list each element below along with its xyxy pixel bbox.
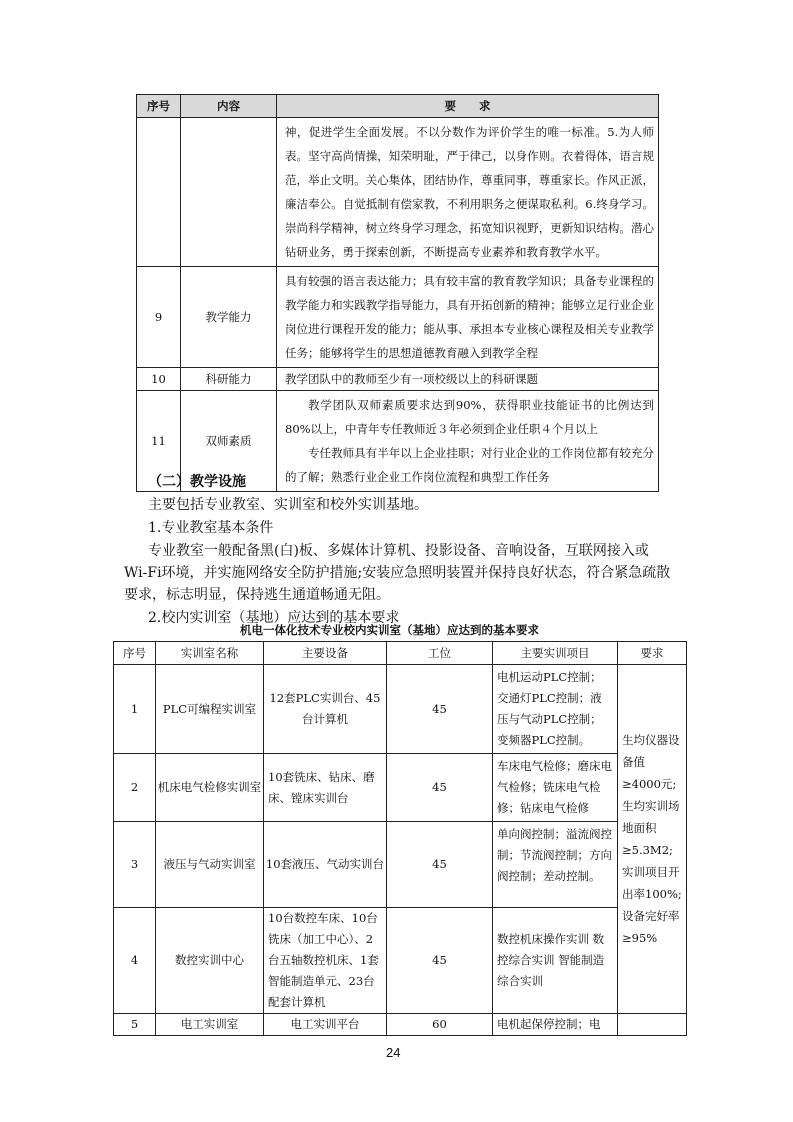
table-row — [137, 368, 659, 391]
header-no: 序号 — [114, 642, 156, 665]
requirement-cell: 生均仪器设备值≥4000元;生均实训场地面积≥5.3M2; 实训项目开出率100%;设备完好率≥95% — [618, 665, 687, 1014]
row-no: 11 — [137, 391, 181, 492]
row-equipment: 10台数控车床、10台铣床（加工中心）、2台五轴数控机床、1套智能制造单元、23台配套计算机 — [264, 908, 387, 1014]
row-content: 双师素质 — [181, 391, 277, 492]
item2-title: 2.校内实训室（基地）应达到的基本要求 — [148, 610, 400, 626]
header-no: 序号 — [137, 95, 181, 118]
table-row — [114, 822, 687, 908]
table-caption: 机电一体化技术专业校内实训室（基地）应达到的基本要求 — [240, 623, 539, 637]
row-stations: 60 — [387, 1014, 493, 1036]
row-room-name: PLC可编程实训室 — [156, 665, 264, 754]
row-projects: 数控机床操作实训 数控综合实训 智能制造综合实训 — [493, 908, 618, 1014]
table-header-row — [114, 642, 687, 665]
row-equipment: 10套铣床、钻床、磨床、镗床实训台 — [264, 754, 387, 822]
row-stations: 45 — [387, 754, 493, 822]
row-no: 5 — [114, 1014, 156, 1036]
row-requirement: 具有较强的语言表达能力；具有较丰富的教育教学知识；具备专业课程的教学能力和实践教学指导能力，具有开拓创新的精神；能够立足行业企业岗位进行课程开发的能力；能从事、承担本专业核心课程及相关专业教学任务；能够将学生的思想道德教育融入到教学全程 — [277, 267, 659, 368]
row-equipment: 12套PLC实训台、45台计算机 — [264, 665, 387, 754]
item1-text: 专业教室一般配备黑(白)板、多媒体计算机、投影设备、音响设备，互联网接入或Wi-Fi环境，并实施网络安全防护措施;安装应急照明装置并保持良好状态，符合紧急疏散要求，标志明显，保持逃生通道畅通无阻。 — [124, 543, 671, 603]
table-row — [137, 267, 659, 368]
header-stations: 工位 — [387, 642, 493, 665]
table-row — [114, 908, 687, 1014]
table-row — [114, 754, 687, 822]
header-equipment: 主要设备 — [264, 642, 387, 665]
row-content: 教学能力 — [181, 267, 277, 368]
row-no: 10 — [137, 368, 181, 391]
row-requirement: 教学团队双师素质要求达到90%，获得职业技能证书的比例达到80%以上，中青年专任教师近３年必须到企业任职４个月以上 专任教师具有半年以上企业挂职；对行业企业的工作岗位都有较充分的了解；熟悉行业企业工作岗位流程和典型工作任务 — [277, 391, 659, 492]
row-no: 4 — [114, 908, 156, 1014]
page-number: 24 — [386, 1045, 401, 1060]
requirement-cell-empty — [618, 1014, 687, 1036]
table-row — [114, 1014, 687, 1036]
row-projects: 电机起保停控制；电 — [493, 1014, 618, 1036]
row-room-name: 电工实训室 — [156, 1014, 264, 1036]
row-stations: 45 — [387, 822, 493, 908]
row-stations: 45 — [387, 908, 493, 1014]
section-intro: 主要包括专业教室、实训室和校外实训基地。 — [148, 497, 428, 513]
row-room-name: 机床电气检修实训室 — [156, 754, 264, 822]
row-requirement: 神，促进学生全面发展。不以分数作为评价学生的唯一标准。5.为人师表。坚守高尚情操，知荣明耻，严于律己，以身作则。衣着得体，语言规范，举止文明。关心集体，团结协作，尊重同事，尊重家长。作风正派，廉洁奉公。自觉抵制有偿家教，不利用职务之便谋取私利。6.终身学习。崇尚科学精神，树立终身学习理念，拓宽知识视野，更新知识结构。潜心钻研业务，勇于探索创新，不断提高专业素养和教育教学水平。 — [277, 118, 659, 267]
row-no: 9 — [137, 267, 181, 368]
header-room-name: 实训室名称 — [156, 642, 264, 665]
row-equipment: 10套液压、气动实训台 — [264, 822, 387, 908]
row-no: 3 — [114, 822, 156, 908]
row-room-name: 数控实训中心 — [156, 908, 264, 1014]
training-room-table — [113, 641, 687, 1036]
header-requirement: 要求 — [618, 642, 687, 665]
row-projects: 单向阀控制；溢流阀控制；节流阀控制；方向阀控制；差动控制。 — [493, 822, 618, 908]
header-projects: 主要实训项目 — [493, 642, 618, 665]
table-row — [137, 118, 659, 267]
row-no — [137, 118, 181, 267]
section-heading: （二）教学设施 — [148, 474, 246, 490]
row-equipment: 电工实训平台 — [264, 1014, 387, 1036]
header-content: 内容 — [181, 95, 277, 118]
row-no: 2 — [114, 754, 156, 822]
header-requirement: 要 求 — [277, 95, 659, 118]
teacher-requirements-table — [136, 94, 659, 492]
row-stations: 45 — [387, 665, 493, 754]
row-content — [181, 118, 277, 267]
item1-title: 1.专业教室基本条件 — [148, 520, 274, 536]
table-row — [114, 665, 687, 754]
table-header-row — [137, 95, 659, 118]
row-no: 1 — [114, 665, 156, 754]
row-projects: 电机运动PLC控制；交通灯PLC控制；液压与气动PLC控制；变频器PLC控制。 — [493, 665, 618, 754]
row-projects: 车床电气检修；磨床电气检修；铣床电气检修；钻床电气检修 — [493, 754, 618, 822]
row-room-name: 液压与气动实训室 — [156, 822, 264, 908]
row-content: 科研能力 — [181, 368, 277, 391]
row-requirement: 教学团队中的教师至少有一项校级以上的科研课题 — [277, 368, 659, 391]
